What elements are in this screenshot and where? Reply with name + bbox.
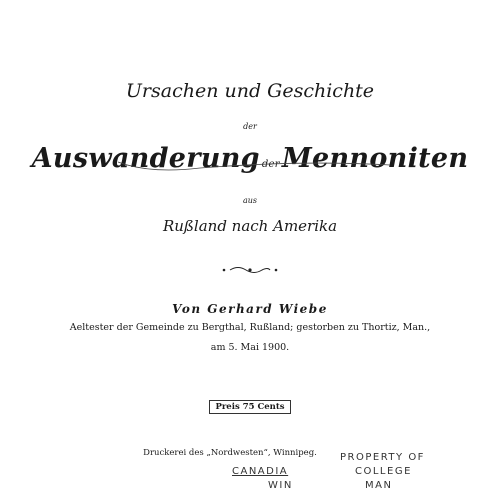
author-role-line-1: Aeltester der Gemeinde zu Bergthal, Rußland; gestorben zu Thortiz, Man.,: [69, 322, 431, 333]
main-title-part-2: Mennoniten: [281, 143, 469, 174]
printer-imprint: Druckerei des „Nordwesten“, Winnipeg.: [143, 448, 317, 458]
main-title-der: der: [261, 159, 280, 170]
author-byline: Von Gerhard Wiebe: [172, 302, 328, 316]
title-line-5: Rußland nach Amerika: [162, 217, 338, 235]
library-stamp-line-2b: COLLEGE: [355, 466, 412, 477]
main-title-part-1: Auswanderung: [31, 143, 260, 174]
title-connector-der: der: [243, 122, 257, 131]
library-stamp-line-3a: WIN: [268, 480, 293, 491]
library-stamp-line-1: PROPERTY OF: [340, 452, 425, 463]
title-connector-aus: aus: [242, 196, 258, 205]
price-label: Preis 75 Cents: [209, 400, 290, 414]
title-line-1: Ursachen und Geschichte: [125, 80, 375, 102]
library-stamp-line-3b: MAN: [365, 480, 393, 491]
library-stamp-line-2a: CANADIA: [232, 466, 289, 477]
author-role-line-2: am 5. Mai 1900.: [210, 342, 290, 353]
price-box: [0, 394, 500, 414]
ornament-icon: [220, 265, 280, 275]
ornament-divider: [0, 260, 500, 279]
